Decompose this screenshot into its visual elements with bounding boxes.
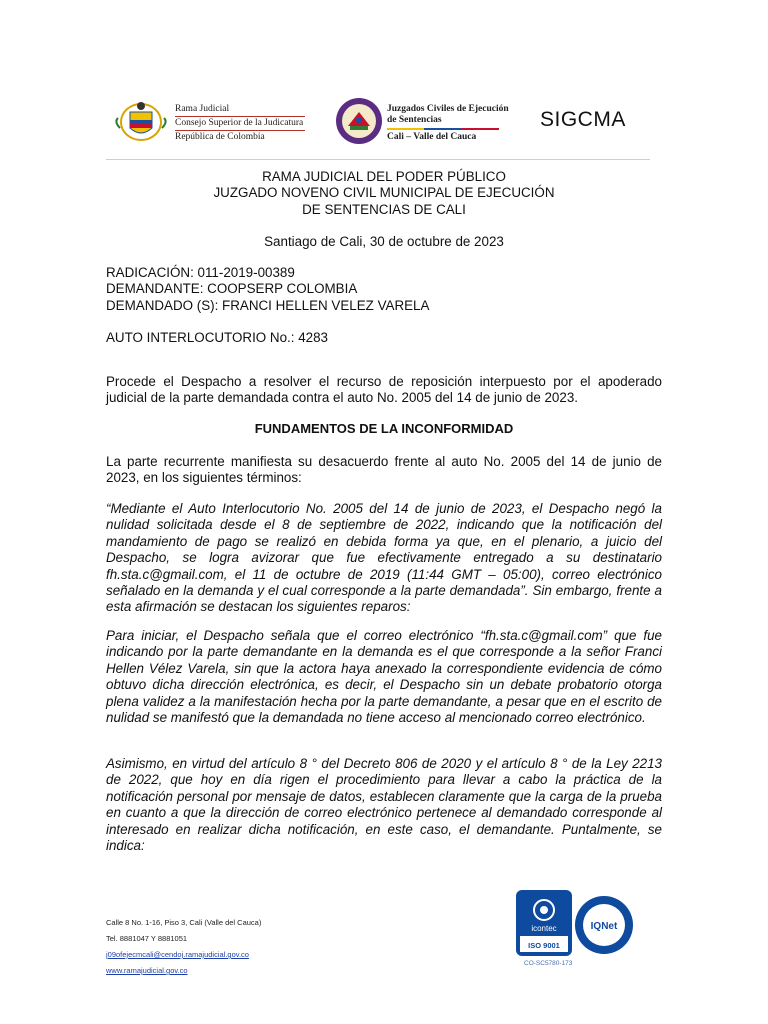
- quote-paragraph-1: “Mediante el Auto Interlocutorio No. 2005 del 14 de junio de 2023, el Despacho negó la nulidad solicitada desde el 8 de septiembre de 2022, indicando que la notificación del mandamiento de pago se realizó en debida forma ya que, en el plenario, a juicio del Despacho, se logra avizorar que fue efectivamente entregado a su destinatario fh.sta.c@gmail.com, el 11 de octubre de 2019 (11:44 GMT – 05:00), correo electrónico señalado en la demanda y el cual corresponde a la parte demandada”. Sin embargo, frente a esta afirmación se destacan los siguientes reparos:: [106, 501, 662, 615]
- footer-email-link[interactable]: j09ofejecmcali@cendoj.ramajudicial.gov.co: [106, 950, 249, 959]
- court-title-line1: RAMA JUDICIAL DEL PODER PÚBLICO: [262, 169, 506, 184]
- header-divider: [106, 159, 650, 160]
- demandado: DEMANDADO (S): FRANCI HELLEN VELEZ VARELA: [106, 298, 430, 313]
- iso-label: ISO 9001: [528, 941, 560, 950]
- footer-address: Calle 8 No. 1-16, Piso 3, Cali (Valle del Cauca): [106, 918, 262, 927]
- radicacion: RADICACIÓN: 011-2019-00389: [106, 265, 295, 280]
- document-date: Santiago de Cali, 30 de octubre de 2023: [264, 234, 504, 249]
- footer-web-link[interactable]: www.ramajudicial.gov.co: [106, 966, 188, 975]
- paragraph-1: La parte recurrente manifiesta su desacuerdo frente al auto No. 2005 del 14 de junio de 2023, en los siguientes términos:: [106, 454, 662, 486]
- quote-paragraph-3: Asimismo, en virtud del artículo 8 ° del Decreto 806 de 2020 y el artículo 8 ° de la Ley 2213 de 2022, que hoy en día rigen el procedimiento para llevar a cabo la práctica de la notificación personal por mensaje de datos, establecen claramente que la carga de la prueba en cuanto a que la dirección de correo electrónico pertenece al demandado corresponde al interesado en realizar dicha notificación, en este caso, el demandante. Puntalmente, se indica:: [106, 756, 662, 854]
- sigcma-label: SIGCMA: [540, 108, 626, 131]
- footer-phone: Tel. 8881047 Y 8881051: [106, 934, 188, 943]
- juzgados-seal-icon: [334, 96, 384, 146]
- court-title-line3: DE SENTENCIAS DE CALI: [302, 202, 466, 217]
- logo1-line2: Consejo Superior de la Judicatura: [175, 118, 304, 128]
- quote-paragraph-2: Para iniciar, el Despacho señala que el correo electrónico “fh.sta.c@gmail.com” que fue indicando por la parte demandante en la demanda es el que corresponde a la señor Franci Hellen Vélez Varela, sin que la actora haya anexado la correspondiente evidencia de cómo obtuvo dicha dirección electrónica, es decir, el Despacho sin un debate probatorio otorga plena validez a la manifestación hecha por la parte demandante, a pesar que en el escrito de nulidad se manifestó que la demandada no tiene acceso al mencionado correo electrónico.: [106, 628, 662, 726]
- logo2-line3: Cali – Valle del Cauca: [387, 132, 477, 142]
- juzgados-logo-text: [387, 104, 509, 143]
- logo2-line2: de Sentencias: [387, 115, 442, 125]
- certificate-code: CO-SC5780-173: [524, 960, 573, 967]
- logo2-flag-rule: [387, 128, 499, 130]
- rama-judicial-logo: [112, 98, 170, 144]
- rama-judicial-logo-text: [175, 104, 305, 143]
- logo1-line1: Rama Judicial: [175, 104, 230, 114]
- logo1-line3: República de Colombia: [175, 132, 265, 142]
- logo2-line1: Juzgados Civiles de Ejecución: [387, 104, 509, 114]
- section-heading: FUNDAMENTOS DE LA INCONFORMIDAD: [254, 421, 514, 436]
- demandante: DEMANDANTE: COOPSERP COLOMBIA: [106, 281, 358, 296]
- logo1-divider: [175, 130, 305, 131]
- court-title-line2: JUZGADO NOVENO CIVIL MUNICIPAL DE EJECUCIÓN: [213, 185, 555, 200]
- auto-interlocutorio: AUTO INTERLOCUTORIO No.: 4283: [106, 330, 328, 345]
- logo1-divider: [175, 116, 305, 117]
- iqnet-label: IQNet: [590, 921, 618, 932]
- iqnet-certification-icon: [573, 894, 635, 956]
- icontec-certification-icon: [516, 890, 572, 956]
- icontec-label: icontec: [531, 924, 557, 933]
- intro-paragraph: Procede el Despacho a resolver el recurso de reposición interpuesto por el apoderado judicial de la parte demandada contra el auto No. 2005 del 14 de junio de 2023.: [106, 374, 662, 406]
